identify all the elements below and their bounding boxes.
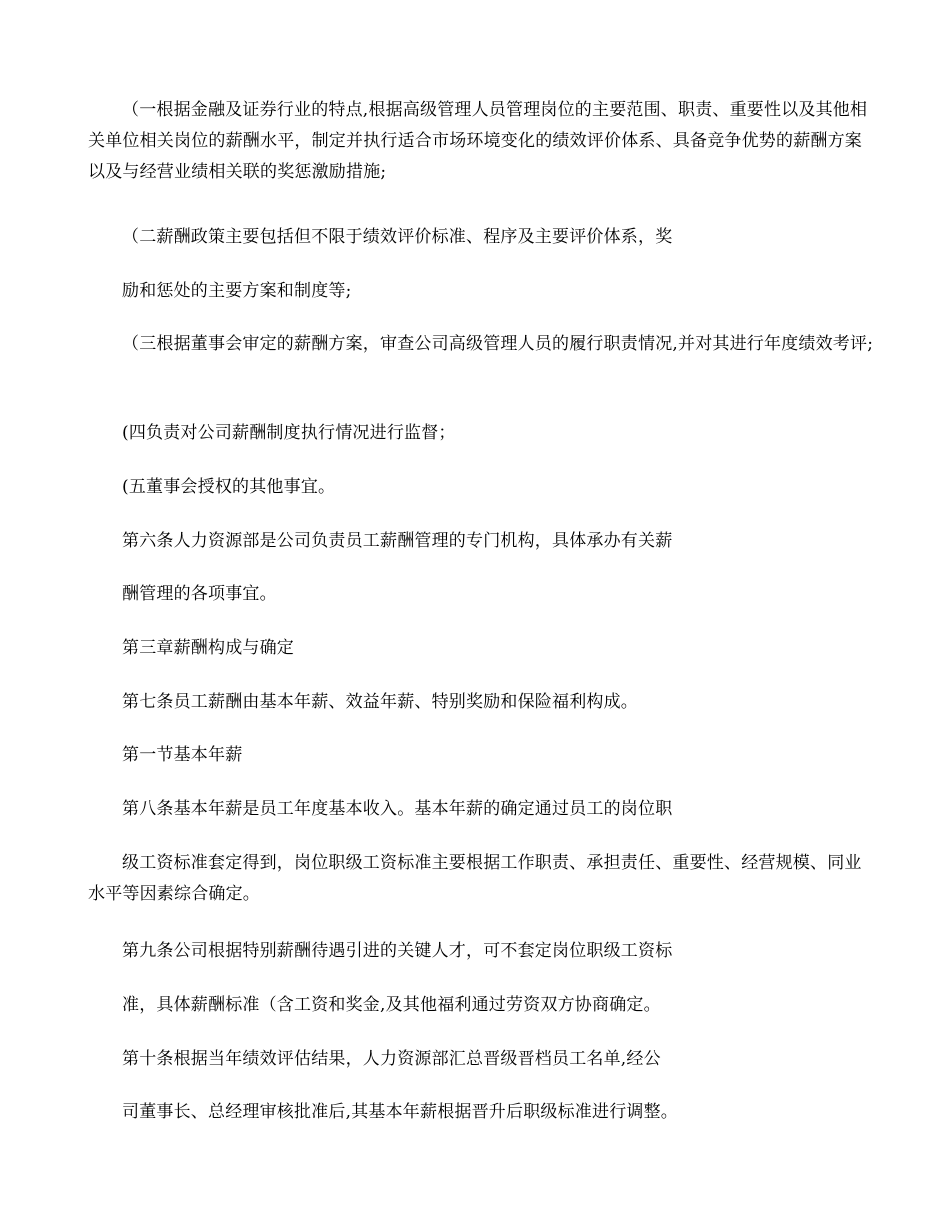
paragraph-16: 第十条根据当年绩效评估结果，人力资源部汇总晋级晋档员工名单,经公 (122, 1049, 661, 1069)
section-heading: 第一节基本年薪 (122, 745, 243, 765)
paragraph-3: 励和惩处的主要方案和制度等; (122, 281, 352, 301)
paragraph-10: 第七条员工薪酬由基本年薪、效益年薪、特别奖励和保险福利构成。 (122, 692, 638, 712)
paragraph-2: （二薪酬政策主要包括但不限于绩效评价标准、程序及主要评价体系，奖 (122, 227, 673, 247)
paragraph-17: 司董事长、总经理审核批准后,其基本年薪根据晋升后职级标准进行调整。 (122, 1102, 679, 1122)
paragraph-12: 第八条基本年薪是员工年度基本收入。基本年薪的确定通过员工的岗位职 (122, 799, 673, 819)
paragraph-7: 第六条人力资源部是公司负责员工薪酬管理的专门机构，具体承办有关薪 (122, 531, 673, 551)
paragraph-14: 第九条公司根据特别薪酬待遇引进的关键人才，可不套定岗位职级工资标 (122, 941, 673, 961)
paragraph-4: （三根据董事会审定的薪酬方案，审查公司高级管理人员的履行职责情况,并对其进行年度绩效考评; (122, 334, 874, 354)
chapter-heading: 第三章薪酬构成与确定 (122, 638, 294, 658)
paragraph-13: 级工资标准套定得到，岗位职级工资标准主要根据工作职责、承担责任、重要性、经营规模、同业水平等因素综合确定。 (88, 853, 862, 904)
paragraph-8: 酬管理的各项事宜。 (122, 584, 277, 604)
paragraph-6: (五董事会授权的其他事宜。 (122, 477, 336, 497)
paragraph-15: 准，具体薪酬标准（含工资和奖金,及其他福利通过劳资双方协商确定。 (122, 995, 661, 1015)
paragraph-1: （一根据金融及证券行业的特点,根据高级管理人员管理岗位的主要范围、职责、重要性以及其他相关单位相关岗位的薪酬水平，制定并执行适合市场环境变化的绩效评价体系、具备竞争优势的薪酬方案以及与经营业绩相关联的奖惩激励措施; (88, 100, 868, 182)
paragraph-5: (四负责对公司薪酬制度执行情况进行监督； (122, 423, 456, 443)
